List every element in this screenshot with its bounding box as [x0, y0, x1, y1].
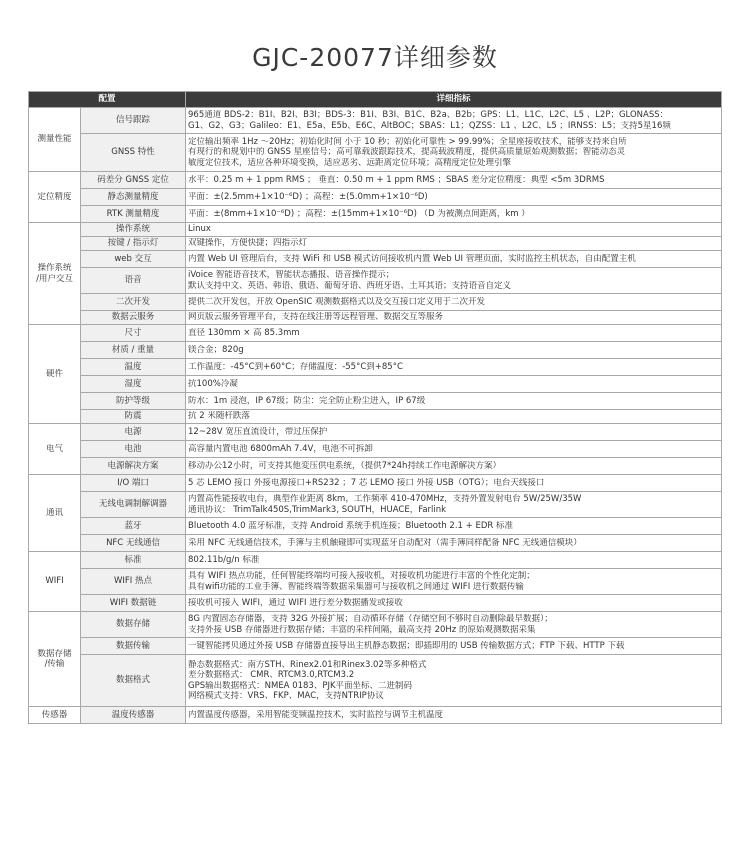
item-label: 静态测量精度 — [81, 189, 186, 206]
value-line: G1、G2、G3；Galileo：E1、E5a、E5b、E6C、AltBOC；SBAS：L1；QZSS：L1 、L2C、L5 ；IRNSS：L5；支持5星16频 — [188, 120, 671, 131]
item-label: 信号跟踪 — [81, 108, 186, 134]
value-line: 平面：±(8mm+1×10⁻⁶D) ；高程：±(15mm+1×10⁻⁶D) （D 为被测点间距离，km ） — [188, 208, 530, 219]
table-row — [29, 475, 722, 492]
category-label: 数据存储 — [37, 648, 72, 659]
table-row — [29, 359, 722, 376]
item-value — [186, 206, 722, 223]
item-value — [186, 458, 722, 475]
value-line: 内置高性能接收电台，典型作业距离 8km，工作频率 410-470MHz，支持外置发射电台 5W/25W/35W — [188, 494, 582, 504]
value-line: 802.11b/g/n 标准 — [188, 554, 260, 565]
value-line: 12~28V 宽压直流设计，带过压保护 — [188, 426, 328, 437]
value-line: 静态数据格式：南方STH、Rinex2.01和Rinex3.02等多种格式 — [188, 659, 427, 670]
table-row — [29, 410, 722, 424]
category-cell — [29, 223, 81, 325]
item-label: I/O 端口 — [81, 475, 186, 492]
value-line: 网页版云服务管理平台，支持在线注册等远程管理、数据交互等服务 — [188, 312, 444, 323]
table-row — [29, 518, 722, 535]
item-value — [186, 342, 722, 359]
category-label: 传感器 — [41, 709, 68, 720]
value-line: 差分数据格式： CMR、RTCM3.0,RTCM3.2 — [188, 670, 355, 680]
category-cell — [29, 108, 81, 172]
item-value — [186, 612, 722, 638]
item-label: 尺寸 — [81, 325, 186, 342]
value-line: 具有wifi功能的工业手簿、智能终端等数据采集器可与接收机之间通过 WIFI 进行数据传输 — [188, 581, 524, 592]
table-row — [29, 612, 722, 638]
table-row — [29, 206, 722, 223]
item-label: 防震 — [81, 410, 186, 424]
table-row — [29, 223, 722, 237]
category-cell — [29, 325, 81, 424]
value-line: 默认支持中文、英语、韩语、俄语、葡萄牙语、西班牙语、土耳其语；支持语音自定义 — [188, 280, 512, 291]
value-line: 镁合金；820g — [188, 344, 244, 355]
item-label: 二次开发 — [81, 294, 186, 311]
value-line: 具有 WIFI 热点功能，任何智能终端均可接入接收机，对接收机功能进行丰富的个性化定制； — [188, 571, 535, 581]
table-row — [29, 237, 722, 251]
value-line: 内置温度传感器，采用智能变频温控技术，实时监控与调节主机温度 — [188, 709, 444, 720]
value-line: 平面：±(2.5mm+1×10⁻⁶D) ；高程：±(5.0mm+1×10⁻⁶D) — [188, 191, 428, 202]
category-label: 电气 — [45, 443, 63, 454]
item-value — [186, 325, 722, 342]
category-label: 定位精度 — [37, 191, 72, 202]
table-row — [29, 569, 722, 595]
category-label: 测量性能 — [37, 134, 72, 145]
item-value — [186, 359, 722, 376]
value-line: 双键操作，方便快捷；四指示灯 — [188, 238, 308, 249]
table-row — [29, 294, 722, 311]
item-value — [186, 223, 722, 237]
table-row — [29, 492, 722, 518]
value-line: 防水：1m 浸泡，IP 67级；防尘：完全防止粉尘进入，IP 67级 — [188, 395, 426, 406]
value-line: GPS输出数据格式：NMEA 0183、PJK平面坐标、二进制码 — [188, 680, 413, 691]
item-label: 数据云服务 — [81, 311, 186, 325]
item-label: 蓝牙 — [81, 518, 186, 535]
value-line: 直径 130mm × 高 85.3mm — [188, 327, 300, 338]
table-row — [29, 268, 722, 294]
page-title: GJC-20077详细参数 — [252, 43, 498, 72]
category-cell — [29, 707, 81, 724]
table-row — [29, 134, 722, 172]
item-value — [186, 134, 722, 172]
table-row — [29, 552, 722, 569]
table-row — [29, 595, 722, 612]
table-row — [29, 535, 722, 552]
item-value — [186, 569, 722, 595]
value-line: 网络模式支持：VRS、FKP、MAC，支持NTRIP协议 — [188, 691, 384, 701]
value-line: 高容量内置电池 6800mAh 7.4V，电池不可拆卸 — [188, 443, 373, 454]
value-line: 支持外接 USB 存储器进行数据存储；丰富的采样间隔，最高支持 20Hz 的原始观测数据采集 — [188, 624, 536, 635]
value-line: 采用 NFC 无线通信技术，手簿与主机触碰即可实现蓝牙自动配对（需手簿同样配备 NFC 无线通信模块） — [188, 537, 582, 548]
item-value — [186, 638, 722, 655]
value-line: 移动办公12小时，可支持其他変压供电系统，（提供7*24h持续工作电源解决方案） — [188, 460, 501, 471]
item-value — [186, 518, 722, 535]
item-value — [186, 189, 722, 206]
value-line: 内置 Web UI 管理后台，支持 WiFi 和 USB 模式访问接收机内置 Web UI 管理页面，实时监控主机状态，自由配置主机 — [188, 253, 636, 264]
item-label: GNSS 特性 — [81, 134, 186, 172]
item-label: 材质 / 重量 — [81, 342, 186, 359]
table-row — [29, 311, 722, 325]
category-label: /传输 — [44, 659, 65, 669]
item-label: 数据格式 — [81, 655, 186, 707]
item-label: 电池 — [81, 441, 186, 458]
table-row — [29, 638, 722, 655]
item-label: 数据存储 — [81, 612, 186, 638]
value-line: 敏度定位技术，适应各种环境变换，适应恶劣、远距离定位环境；高精度定位处理引擎 — [188, 157, 512, 168]
value-line: 抗 2 米随杆跌落 — [188, 411, 250, 422]
value-line: Linux — [188, 224, 211, 235]
value-line: 定位输出频率 1Hz ～20Hz；初始化时间 小于 10 秒；初始化可靠性 > 99.99%；全星座接收技术，能够支持来自所 — [188, 136, 627, 147]
value-line: 提供二次开发包，开放 OpenSIC 观测数据格式以及交互接口定义用于二次开发 — [188, 296, 485, 307]
item-label: 电源解决方案 — [81, 458, 186, 475]
item-value — [186, 393, 722, 410]
item-label: 标准 — [81, 552, 186, 569]
item-value — [186, 707, 722, 724]
item-value — [186, 311, 722, 325]
value-line: 工作温度：-45°C到+60°C；存储温度：-55°C到+85°C — [188, 361, 403, 372]
item-label: 无线电调制解调器 — [81, 492, 186, 518]
value-line: iVoice 智能语音技术，智能状态播报、语音操作提示； — [188, 270, 395, 280]
spec-body — [29, 108, 722, 724]
category-cell — [29, 424, 81, 475]
category-label: 硬件 — [45, 368, 63, 379]
category-label: /用户交互 — [36, 273, 73, 284]
item-value — [186, 492, 722, 518]
item-value — [186, 424, 722, 441]
header-config: 配置 — [29, 92, 186, 108]
item-label: 按键 / 指示灯 — [81, 237, 186, 251]
item-value — [186, 410, 722, 424]
header-detail: 详细指标 — [186, 92, 722, 108]
category-cell — [29, 172, 81, 223]
table-row — [29, 424, 722, 441]
category-cell — [29, 552, 81, 612]
item-label: WIFI 数据链 — [81, 595, 186, 612]
category-cell — [29, 475, 81, 552]
value-line: 965通道 BDS-2：B1I、B2I、B3I；BDS-3：B1I、B3I、B1C、B2a、B2b；GPS：L1、L1C、L2C、L5 、L2P；GLONASS： — [188, 110, 669, 120]
category-label: 操作系统 — [37, 263, 72, 273]
item-label: 温度 — [81, 359, 186, 376]
table-row — [29, 172, 722, 189]
value-line: 一键智能拷贝通过外接 USB 存储器直接导出主机静态数据；即插即用的 USB 传输数据方式；FTP 下载、HTTP 下载 — [188, 640, 625, 651]
item-value — [186, 535, 722, 552]
value-line: Bluetooth 4.0 蓝牙标准，支持 Android 系统手机连接；Bluetooth 2.1 + EDR 标准 — [188, 520, 514, 531]
table-row — [29, 707, 722, 724]
item-label: NFC 无线通信 — [81, 535, 186, 552]
table-row — [29, 458, 722, 475]
item-label: 电源 — [81, 424, 186, 441]
table-row — [29, 189, 722, 206]
value-line: 水平：0.25 m + 1 ppm RMS ； 垂直：0.50 m + 1 ppm RMS ；SBAS 差分定位精度：典型 <5m 3DRMS — [188, 174, 605, 185]
item-value — [186, 552, 722, 569]
item-label: 数据传输 — [81, 638, 186, 655]
category-label: WIFI — [45, 576, 64, 587]
item-label: WIFI 热点 — [81, 569, 186, 595]
item-label: web 交互 — [81, 251, 186, 268]
value-line: 接收机可接入 WIFI，通过 WIFI 进行差分数据播发或接收 — [188, 597, 403, 608]
item-value — [186, 268, 722, 294]
value-line: 抗100%冷凝 — [188, 378, 238, 389]
table-row — [29, 393, 722, 410]
item-value — [186, 475, 722, 492]
item-value — [186, 172, 722, 189]
table-row — [29, 441, 722, 458]
item-value — [186, 108, 722, 134]
item-label: RTK 测量精度 — [81, 206, 186, 223]
item-value — [186, 595, 722, 612]
value-line: 8G 内置固态存储器，支持 32G 外接扩展；自动循环存储（存储空间不够时自动删除最早数据）； — [188, 614, 553, 624]
category-cell — [29, 612, 81, 707]
item-value — [186, 441, 722, 458]
table-row — [29, 342, 722, 359]
value-line: 有现行的和规划中的 GNSS 星座信号；高可靠载波跟踪技术，提高载波精度，提供高质量原始观测数据；智能动态灵 — [188, 147, 626, 158]
item-label: 湿度 — [81, 376, 186, 393]
value-line: 通讯协议： TrimTalk450S,TrimMark3, SOUTH，HUACE，Farlink — [188, 504, 447, 515]
item-value — [186, 237, 722, 251]
item-label: 码差分 GNSS 定位 — [81, 172, 186, 189]
table-row — [29, 108, 722, 134]
table-row — [29, 325, 722, 342]
table-row — [29, 376, 722, 393]
category-label: 通讯 — [45, 507, 63, 518]
table-row — [29, 251, 722, 268]
item-value — [186, 251, 722, 268]
item-label: 语音 — [81, 268, 186, 294]
table-header-row — [29, 92, 722, 108]
value-line: 5 芯 LEMO 接口 外接电源接口+RS232 ；7 芯 LEMO 接口 外接 USB（OTG）；电台天线接口 — [188, 477, 545, 488]
table-row — [29, 655, 722, 707]
item-label: 操作系统 — [81, 223, 186, 237]
item-value — [186, 655, 722, 707]
item-value — [186, 294, 722, 311]
spec-table — [28, 91, 722, 724]
item-value — [186, 376, 722, 393]
item-label: 防护等级 — [81, 393, 186, 410]
item-label: 温度传感器 — [81, 707, 186, 724]
